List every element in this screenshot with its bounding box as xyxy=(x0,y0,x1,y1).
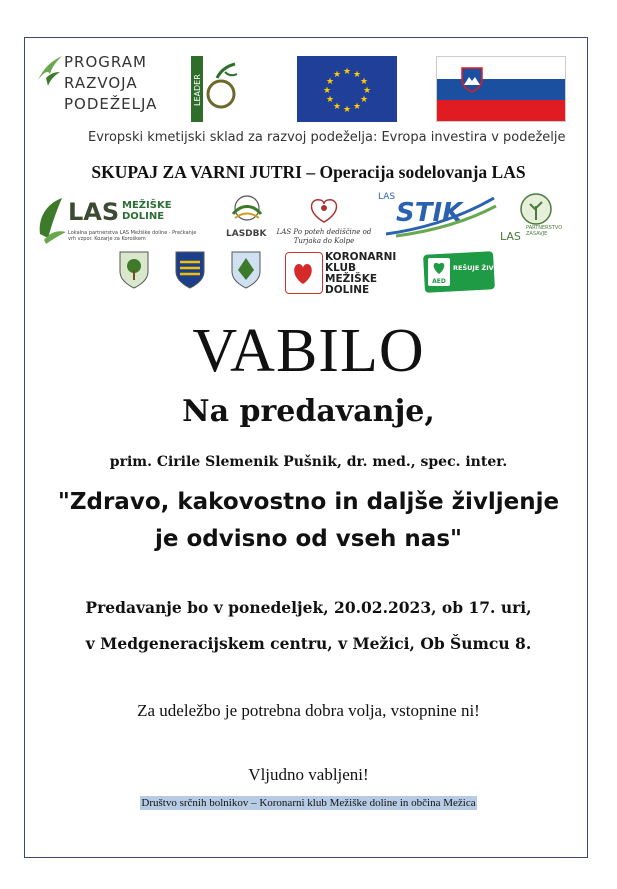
heart-hands-icon xyxy=(285,252,321,292)
zasavje-las-label: LAS xyxy=(500,230,521,243)
municipal-crest-1-icon xyxy=(118,250,150,290)
svg-text:★: ★ xyxy=(342,105,352,115)
municipal-crest-2-icon xyxy=(174,250,206,290)
lecture-date-time: Predavanje bo v ponedeljek, 20.02.2023, ob 17. uri, xyxy=(85,598,532,617)
stik-las-label: LAS xyxy=(378,192,396,202)
page-title: VABILO xyxy=(192,317,425,385)
lasdbk-label: LASDBK xyxy=(226,229,267,239)
resuje-label: REŠUJE ŽIVLJENJA xyxy=(453,264,518,272)
leader-logo xyxy=(191,56,243,122)
leader-emblem-icon xyxy=(191,56,243,122)
koronarni-line-2: KLUB xyxy=(325,262,356,274)
municipal-crest-3-icon xyxy=(230,250,262,290)
closing-greeting: Vljudno vabljeni! xyxy=(248,765,369,784)
heart-path-icon xyxy=(276,192,372,226)
las-md-fineprint: Lokalna partnerstva LAS Mežiške doline · Prečkanje vrh vzpor. Kozarje za Koroškem xyxy=(68,230,197,242)
svg-text:★: ★ xyxy=(332,102,342,112)
las-stik-logo xyxy=(376,190,500,240)
stik-swoosh-icon xyxy=(376,190,500,240)
svg-text:★: ★ xyxy=(359,95,369,105)
program-title xyxy=(64,52,157,115)
po-poteh-label: LAS Po poteh dediščine od Turjaka do Kolpe xyxy=(276,228,372,245)
organizer-footer-text: Društvo srčnih bolnikov – Koronarni klub Mežiške doline in občina Mežica xyxy=(141,797,476,809)
leader-label: LEADER xyxy=(193,74,202,106)
swallow-icon xyxy=(36,50,66,90)
koronarni-klub-label xyxy=(325,252,396,296)
koronarni-line-1: KORONARNI xyxy=(325,251,397,263)
svg-text:★: ★ xyxy=(362,86,372,96)
speaker-name: prim. Cirile Slemenik Pušnik, dr. med., spec. inter. xyxy=(109,454,508,470)
eu-flag xyxy=(297,56,397,122)
program-razvoja-podezelja-logo xyxy=(36,46,176,136)
aed-badge-icon xyxy=(423,252,518,292)
slovenian-flag xyxy=(436,56,566,122)
svg-text:★: ★ xyxy=(352,70,362,80)
aed-resuje-zivljenja-logo xyxy=(423,252,518,292)
aed-label: AED xyxy=(432,278,446,285)
program-line-3: PODEŽELJA xyxy=(64,95,158,113)
lecture-title-line-1: "Zdravo, kakovostno in daljše življenje xyxy=(57,489,560,515)
las-label: LAS xyxy=(68,198,120,226)
program-line-2: RAZVOJA xyxy=(64,74,138,92)
program-line-1: PROGRAM xyxy=(64,53,147,71)
eu-stars-icon xyxy=(297,56,397,122)
las-zasavje-logo xyxy=(500,192,572,248)
lecture-heading: Na predavanje, xyxy=(182,394,435,429)
las-meziske-doline-logo xyxy=(36,192,206,248)
eafrd-caption: Evropski kmetijski sklad za razvoj podeželja: Evropa investira v podeželje xyxy=(88,130,566,145)
koronarni-line-4: DOLINE xyxy=(325,284,370,296)
leaf-icon xyxy=(36,194,68,244)
svg-text:★: ★ xyxy=(325,77,335,87)
attendance-note: Za udeležbo je potrebna dobra volja, vstopnine ni! xyxy=(137,701,480,720)
zasavje-sub-label: PARTNERSTVO ZASAVJE xyxy=(526,225,563,237)
organizer-footer xyxy=(0,797,617,809)
lecture-title xyxy=(0,484,617,558)
svg-text:★: ★ xyxy=(325,95,335,105)
svg-text:★: ★ xyxy=(332,70,342,80)
koronarni-line-3: MEŽIŠKE xyxy=(325,273,378,285)
svg-text:★: ★ xyxy=(342,67,352,77)
koronarni-klub-logo xyxy=(285,252,419,296)
landscape-icon xyxy=(223,192,271,228)
svg-text:★: ★ xyxy=(359,77,369,87)
slovenian-coat-of-arms-icon xyxy=(461,67,483,93)
tree-circle-icon xyxy=(516,192,556,226)
lecture-location: v Medgeneracijskem centru, v Mežici, Ob Šumcu 8. xyxy=(85,634,532,653)
page-border xyxy=(24,37,588,858)
meziske-doline-label: MEŽIŠKE DOLINE xyxy=(122,200,172,222)
svg-text:★: ★ xyxy=(322,86,332,96)
lecture-title-line-2: je odvisno od vseh nas" xyxy=(154,526,462,552)
operation-subtitle: SKUPAJ ZA VARNI JUTRI – Operacija sodelovanja LAS xyxy=(91,162,526,182)
stik-label: STIK xyxy=(396,198,463,228)
svg-text:★: ★ xyxy=(352,102,362,112)
lasdbk-logo xyxy=(223,192,273,248)
las-po-poteh-logo xyxy=(276,192,372,248)
